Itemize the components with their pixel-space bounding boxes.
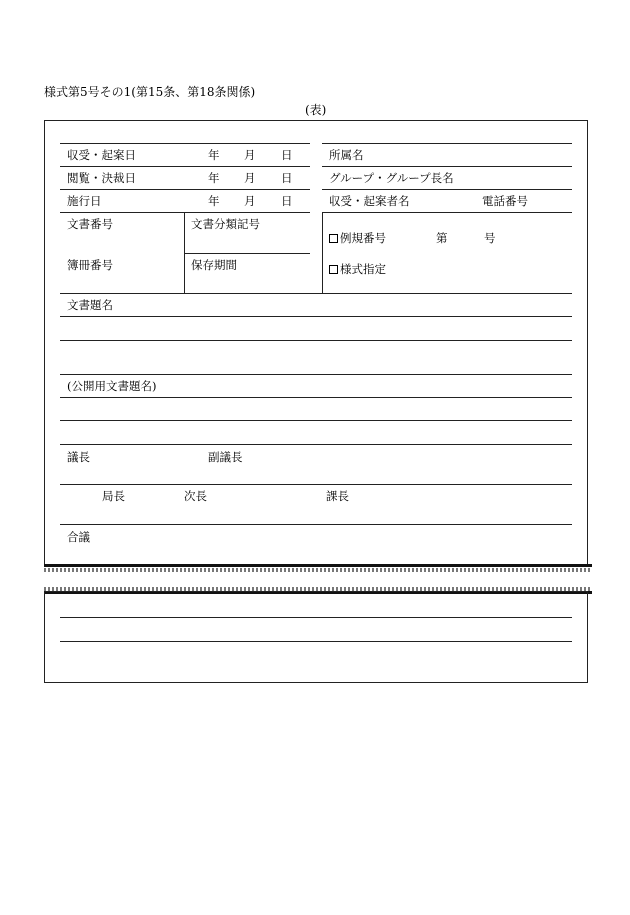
enforce-date-label: 施行日 [67,194,102,208]
receipt-date-label: 収受・起案日 [67,148,136,162]
rule-number-checkbox[interactable] [329,233,386,245]
divider [60,420,572,421]
divider [184,212,185,293]
deputy-chief-label: 次長 [184,489,207,503]
month-unit: 月 [244,171,256,185]
separator-pattern [44,568,592,572]
divider [60,617,572,618]
register-number-label: 簿冊番号 [67,258,113,272]
vice-chairman-label: 副議長 [208,450,243,464]
lower-frame [44,591,588,683]
phone-label: 電話番号 [482,194,528,208]
divider [60,484,572,485]
drafter-label: 収受・起案者名 [329,194,410,208]
checkbox-icon[interactable] [329,234,338,243]
divider [60,212,310,213]
form-title: 様式第5号その1(第15条、第18条関係) [44,85,256,99]
divider [322,212,572,213]
group-leader-label: グループ・グループ長名 [329,171,454,185]
divider [60,340,572,341]
day-unit: 日 [281,194,293,208]
rule-dai-label: 第 [436,231,448,245]
divider [60,374,572,375]
department-label: 所属名 [329,148,364,162]
divider [184,253,310,254]
divider [60,293,572,294]
doc-number-label: 文書番号 [67,217,113,231]
chairman-label: 議長 [67,450,90,464]
month-unit: 月 [244,148,256,162]
day-unit: 日 [281,148,293,162]
month-unit: 月 [244,194,256,208]
consultation-label: 合議 [67,530,90,544]
rule-go-label: 号 [484,231,496,245]
divider [322,143,572,144]
checkbox-icon[interactable] [329,265,338,274]
section-chief-label: 課長 [326,489,349,503]
year-unit: 年 [208,194,220,208]
divider [60,524,572,525]
divider [60,641,572,642]
divider [60,444,572,445]
year-unit: 年 [208,171,220,185]
designated-form-label: 様式指定 [340,262,386,276]
retention-period-label: 保存期間 [191,258,237,272]
divider [60,166,310,167]
doc-class-code-label: 文書分類記号 [191,217,260,231]
review-date-label: 閲覧・決裁日 [67,171,136,185]
designated-form-checkbox[interactable] [329,264,386,276]
form-frame [44,120,588,566]
divider [60,316,572,317]
day-unit: 日 [281,171,293,185]
bureau-chief-label: 局長 [102,489,125,503]
divider [60,189,310,190]
divider [60,143,310,144]
divider [60,397,572,398]
divider [322,212,323,293]
separator-line [44,564,592,567]
rule-number-label: 例規番号 [340,231,386,245]
divider [322,189,572,190]
year-unit: 年 [208,148,220,162]
divider [322,166,572,167]
side-label: (表) [305,103,327,117]
doc-title-label: 文書題名 [67,298,113,312]
public-title-label: (公開用文書題名) [67,379,157,393]
